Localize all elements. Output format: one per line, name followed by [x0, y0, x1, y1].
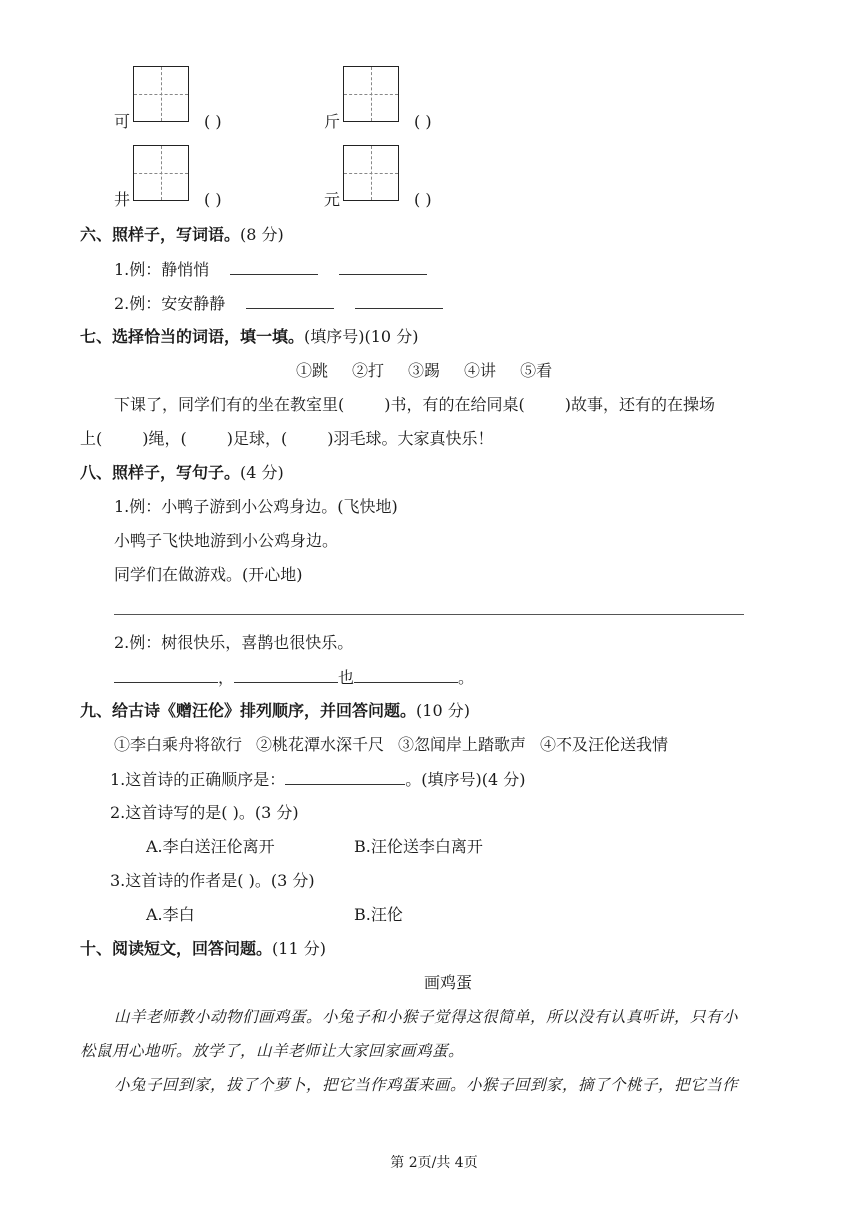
grid-char: 可	[114, 112, 131, 131]
answer-blank[interactable]	[355, 292, 443, 309]
answer-blank[interactable]	[285, 768, 405, 785]
word-option: ④讲	[464, 361, 497, 380]
question-6-title: 六、照样子，写词语。	[80, 225, 241, 244]
choice-option[interactable]: A.李白	[146, 905, 195, 924]
word-options	[296, 360, 552, 382]
comma: ，	[218, 668, 235, 687]
poem-lines	[114, 734, 668, 756]
question-6-heading	[80, 224, 284, 246]
answer-blank[interactable]	[354, 666, 458, 683]
writing-grid-box[interactable]	[343, 145, 399, 201]
question-7-heading	[80, 326, 418, 348]
page-footer: 第 2页/共 4页	[390, 1155, 478, 1171]
answer-line[interactable]	[114, 614, 744, 615]
grid-char: 元	[324, 190, 341, 209]
answer-blank[interactable]	[230, 258, 318, 275]
sentence-part: )足球，(	[226, 429, 288, 448]
word-option: ①跳	[296, 361, 329, 380]
choice-option[interactable]: B.汪伦	[354, 905, 403, 924]
item-text: 1.例：静悄悄	[114, 260, 210, 279]
question-8-heading	[80, 462, 284, 484]
sub-question-text: 。(填序号)(4 分)	[405, 770, 526, 789]
question-10-score: (11 分)	[272, 939, 326, 958]
sub-question: 3.这首诗的作者是( )。(3 分)	[110, 871, 315, 890]
question-6-item	[114, 258, 427, 281]
question-7-title: 七、选择恰当的词语，填一填。	[80, 327, 305, 346]
example-answer: 小鸭子飞快地游到小公鸡身边。	[114, 531, 339, 550]
poem-line: ②桃花潭水深千尺	[256, 735, 385, 754]
item-text: 2.例：安安静静	[114, 294, 226, 313]
writing-grid-box[interactable]	[133, 66, 189, 122]
example-sentence: 1.例：小鸭子游到小公鸡身边。(飞快地)	[114, 497, 398, 516]
writing-grid-box[interactable]	[133, 145, 189, 201]
word-option: ③踢	[408, 361, 441, 380]
answer-paren[interactable]: ( )	[414, 190, 432, 209]
answer-paren[interactable]: ( )	[204, 112, 222, 131]
grid-char: 井	[114, 190, 131, 209]
question-9-heading	[80, 700, 470, 722]
answer-blank[interactable]	[246, 292, 334, 309]
sentence-part: )书，有的在给同桌(	[384, 395, 525, 414]
choice-option[interactable]: A.李白送汪伦离开	[146, 837, 275, 856]
poem-line: ③忽闻岸上踏歌声	[398, 735, 527, 754]
sentence-part: )羽毛球。大家真快乐！	[327, 429, 494, 448]
passage-paragraph: 松鼠用心地听。放学了，山羊老师让大家回家画鸡蛋。	[80, 1042, 465, 1060]
example-sentence: 2.例：树很快乐，喜鹊也很快乐。	[114, 633, 354, 652]
sentence-part: 上(	[80, 429, 103, 448]
choice-option[interactable]: B.汪伦送李白离开	[354, 837, 483, 856]
grid-char: 斤	[324, 112, 341, 131]
question-8-title: 八、照样子，写句子。	[80, 463, 241, 482]
word-option: ⑤看	[520, 361, 553, 380]
sentence-part: )故事，还有的在操场	[564, 395, 715, 414]
writing-grid-box[interactable]	[343, 66, 399, 122]
sub-question	[110, 768, 526, 791]
answer-blank[interactable]	[339, 258, 427, 275]
question-8-score: (4 分)	[240, 463, 284, 482]
poem-line: ④不及汪伦送我情	[540, 735, 669, 754]
sub-question-text: 1.这首诗的正确顺序是：	[110, 770, 286, 789]
fill-in-sentence	[80, 428, 494, 450]
poem-line: ①李白乘舟将欲行	[114, 735, 243, 754]
task-sentence: 同学们在做游戏。(开心地)	[114, 565, 303, 584]
answer-blank[interactable]	[114, 666, 218, 683]
question-9-score: (10 分)	[416, 701, 470, 720]
answer-paren[interactable]: ( )	[204, 190, 222, 209]
sentence-part: )绳，(	[142, 429, 187, 448]
sub-question: 2.这首诗写的是( )。(3 分)	[110, 803, 299, 822]
passage-paragraph: 小兔子回到家，拔了个萝卜，把它当作鸡蛋来画。小猴子回到家，摘了个桃子，把它当作	[114, 1076, 739, 1094]
question-7-score: (填序号)(10 分)	[304, 327, 419, 346]
question-10-heading	[80, 938, 326, 960]
period: 。	[458, 668, 475, 687]
word-option: ②打	[352, 361, 385, 380]
answer-blank[interactable]	[234, 666, 338, 683]
answer-paren[interactable]: ( )	[414, 112, 432, 131]
question-6-score: (8 分)	[240, 225, 284, 244]
passage-title: 画鸡蛋	[424, 973, 473, 992]
passage-paragraph: 山羊老师教小动物们画鸡蛋。小兔子和小猴子觉得这很简单，所以没有认真听讲，只有小	[114, 1008, 739, 1026]
question-10-title: 十、阅读短文，回答问题。	[80, 939, 273, 958]
answer-template	[114, 666, 474, 689]
question-6-item	[114, 292, 443, 315]
sentence-part: 下课了，同学们有的坐在教室里(	[114, 395, 345, 414]
fill-in-sentence	[114, 394, 715, 416]
question-9-title: 九、给古诗《赠汪伦》排列顺序，并回答问题。	[80, 701, 417, 720]
also-word: 也	[338, 668, 355, 687]
